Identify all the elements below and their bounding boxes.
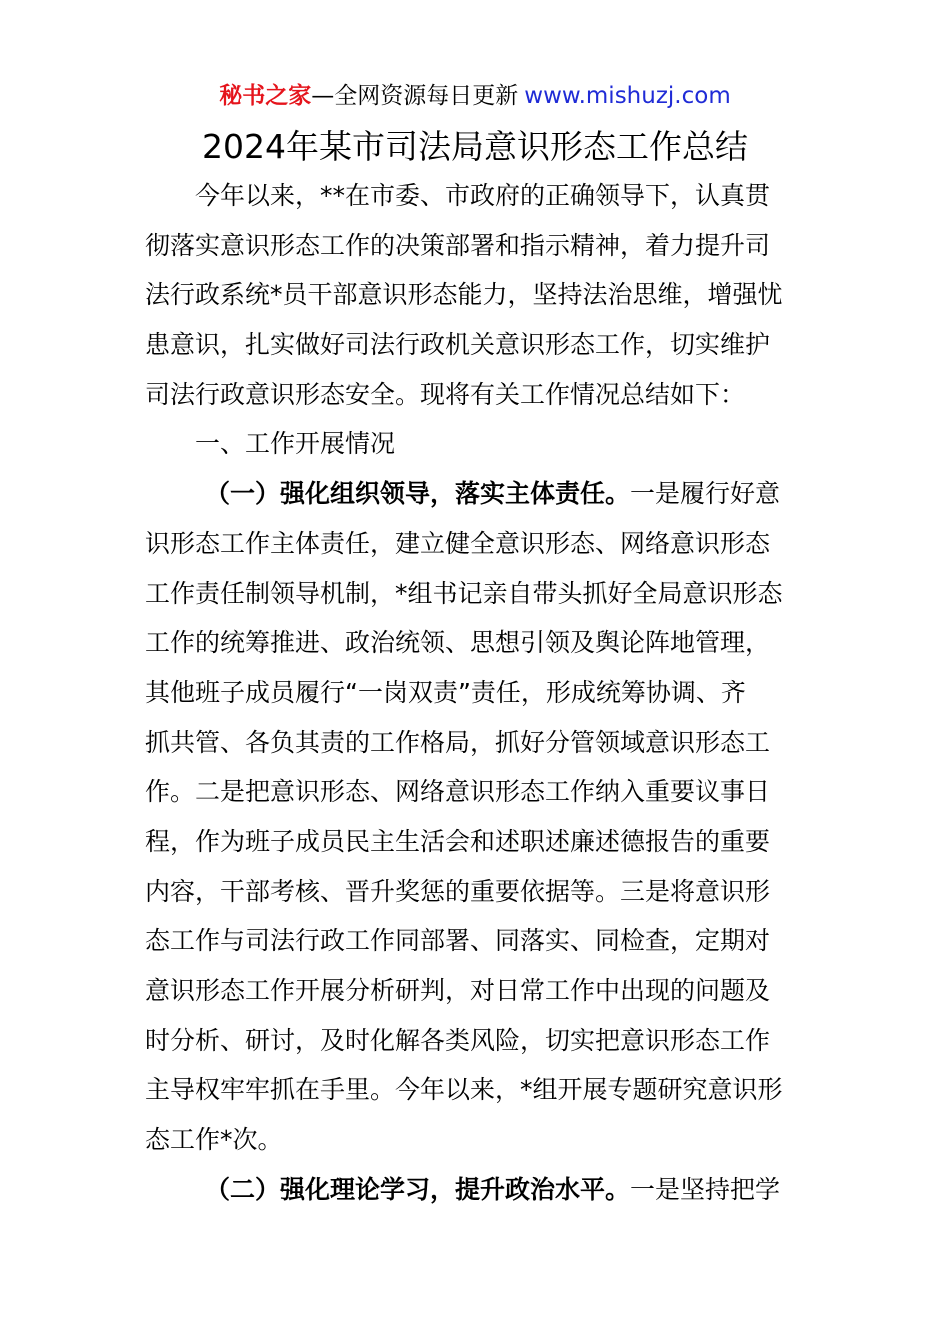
paragraph-line: 主导权牢牢抓在手里。今年以来，*组开展专题研究意识形: [145, 1075, 783, 1105]
subsection-heading: （一）强化组织领导，落实主体责任。: [205, 479, 631, 509]
paragraph-line: 工作责任制领导机制，*组书记亲自带头抓好全局意识形态: [145, 578, 783, 608]
paragraph-line: 工作的统筹推进、政治统领、思想引领及舆论阵地管理，: [145, 628, 771, 658]
site-brand: 秘书之家: [219, 83, 312, 109]
paragraph-line: 今年以来，**在市委、市政府的正确领导下，认真贯: [195, 181, 771, 210]
paragraph-line: 态工作与司法行政工作同部署、同落实、同检查，定期对: [145, 926, 771, 956]
section-heading: 一、工作开展情况: [195, 429, 396, 459]
paragraph-line: 法行政系统*员干部意识形态能力，坚持法治思维，增强忧: [145, 280, 783, 310]
paragraph-line: 意识形态工作开展分析研判，对日常工作中出现的问题及: [145, 976, 771, 1005]
paragraph-line: 彻落实意识形态工作的决策部署和指示精神，着力提升司: [145, 230, 771, 260]
subsection-heading: （二）强化理论学习，提升政治水平。: [205, 1174, 631, 1204]
paragraph-line: 抓共管、各负其责的工作格局，抓好分管领域意识形态工: [145, 727, 771, 757]
paragraph-line: 患意识，扎实做好司法行政机关意识形态工作，切实维护: [145, 330, 771, 360]
paragraph-line: 识形态工作主体责任，建立健全意识形态、网络意识形态: [145, 528, 771, 558]
paragraph-line: 其他班子成员履行“一岗双责”责任，形成统筹协调、齐: [145, 677, 746, 707]
paragraph-line: 程，作为班子成员民主生活会和述职述廉述德报告的重要: [145, 826, 771, 856]
site-tagline: —全网资源每日更新: [311, 83, 519, 109]
document-title: 2024年某市司法局意识形态工作总结: [202, 127, 748, 166]
subsection-first-line: [145, 1165, 805, 1215]
paragraph-line: 司法行政意识形态安全。现将有关工作情况总结如下：: [145, 379, 746, 409]
subsection-first-line: [145, 469, 805, 519]
site-header: [0, 80, 950, 112]
paragraph-line: 时分析、研讨，及时化解各类风险，切实把意识形态工作: [145, 1025, 771, 1055]
site-url-link[interactable]: www.mishuzj.com: [524, 83, 731, 109]
paragraph-line: 内容，干部考核、晋升奖惩的重要依据等。三是将意识形: [145, 876, 771, 906]
paragraph-line: 态工作*次。: [145, 1125, 283, 1155]
paragraph-text: 一是履行好意: [630, 479, 781, 509]
paragraph-text: 一是坚持把学: [630, 1174, 781, 1204]
document-body: [145, 171, 805, 1214]
paragraph-line: 作。二是把意识形态、网络意识形态工作纳入重要议事日: [145, 777, 771, 807]
